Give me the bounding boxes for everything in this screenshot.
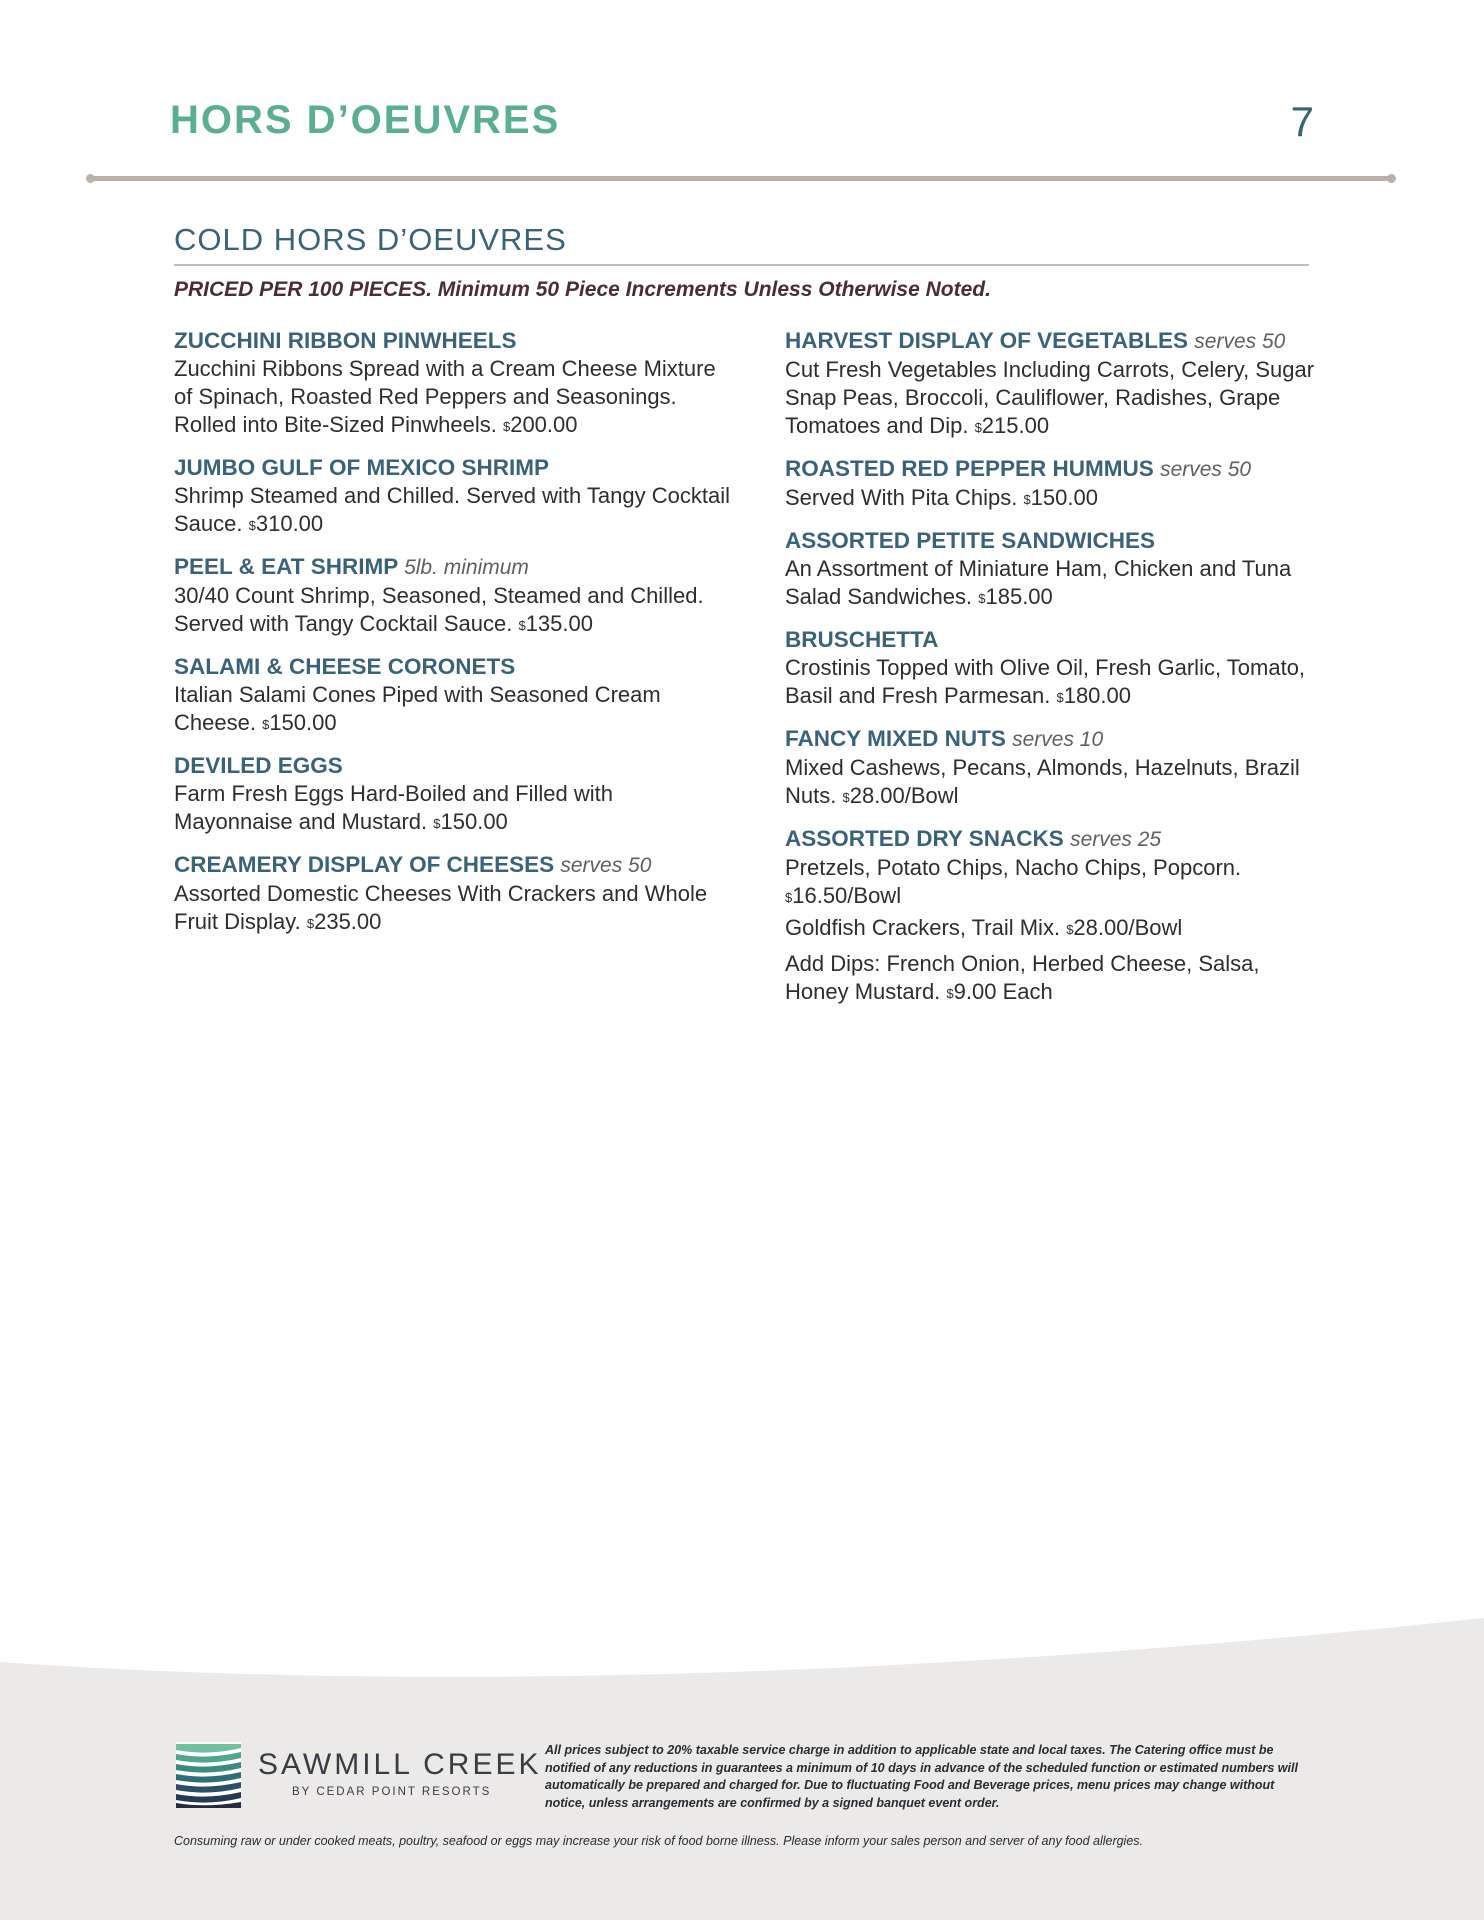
item-description: Served With Pita Chips. $150.00 [785, 485, 1098, 510]
item-price: $180.00 [1056, 683, 1131, 708]
menu-item [785, 724, 1325, 810]
item-description: Assorted Domestic Cheeses With Crackers and Whole Fruit Display. $235.00 [174, 881, 708, 934]
item-description: Crostinis Topped with Olive Oil, Fresh Garlic, Tomato, Basil and Fresh Parmesan. $180.00 [785, 655, 1306, 708]
item-name: CREAMERY DISPLAY OF CHEESES serves 50 [174, 852, 652, 877]
page-title: HORS D’OEUVRES [170, 98, 561, 142]
item-price: $215.00 [974, 413, 1050, 438]
header-divider [90, 176, 1392, 181]
item-serves-note: serves 50 [560, 854, 652, 877]
item-name: DEVILED EGGS [174, 753, 343, 778]
item-description: An Assortment of Miniature Ham, Chicken and Tuna Salad Sandwiches. $185.00 [785, 556, 1292, 609]
menu-item [174, 552, 734, 638]
item-name: ROASTED RED PEPPER HUMMUS serves 50 [785, 456, 1252, 481]
menu-item [174, 850, 734, 936]
item-price: $16.50/Bowl [785, 883, 902, 908]
allergy-note: Consuming raw or under cooked meats, poultry, seafood or eggs may increase your risk of food borne illness. Please inform your sales person and server of any food allergies. [174, 1834, 1144, 1848]
extra-line: Goldfish Crackers, Trail Mix. $28.00/Bowl [785, 915, 1183, 940]
item-price: $150.00 [433, 809, 508, 834]
item-serves-note: serves 50 [1160, 458, 1252, 481]
menu-item [174, 652, 734, 737]
right-menu-column [785, 326, 1325, 1014]
item-price: $235.00 [306, 909, 382, 934]
item-price: $185.00 [978, 584, 1053, 609]
brand-subtitle: BY CEDAR POINT RESORTS [292, 1786, 492, 1798]
menu-item [174, 751, 734, 836]
item-price: $9.00 Each [946, 979, 1053, 1004]
menu-item [174, 326, 734, 439]
item-name: ZUCCHINI RIBBON PINWHEELS [174, 328, 517, 353]
section-divider [174, 264, 1309, 266]
item-price: $135.00 [518, 611, 593, 636]
item-name: SALAMI & CHEESE CORONETS [174, 654, 516, 679]
item-description: Cut Fresh Vegetables Including Carrots, Celery, Sugar Snap Peas, Broccoli, Cauliflower, Radishes, Grape Tomatoes and Dip. $215.00 [785, 357, 1315, 438]
item-serves-note: serves 50 [1194, 330, 1286, 353]
sawmill-creek-logo-icon [176, 1742, 241, 1808]
item-price: $200.00 [502, 412, 578, 437]
menu-item [785, 454, 1325, 512]
service-charge-note: All prices subject to 20% taxable service charge in addition to applicable state and local taxes. The Catering office must be notified of any reductions in guarantees a minimum of 10 days in advance of the scheduled function or estimated numbers will automatically be prepared and charged for. Due to fluctuating Food and Beverage prices, menu prices may change without notice, unless arrangements are confirmed by a signed banquet event order. [545, 1743, 1298, 1810]
brand-name: SAWMILL CREEK [258, 1748, 542, 1781]
item-serves-note: 5lb. minimum [404, 556, 529, 579]
item-price: $310.00 [248, 511, 324, 536]
item-name: PEEL & EAT SHRIMP 5lb. minimum [174, 554, 529, 579]
extra-line: Add Dips: French Onion, Herbed Cheese, Salsa, Honey Mustard. $9.00 Each [785, 951, 1260, 1004]
item-name: ASSORTED DRY SNACKS serves 25 [785, 826, 1162, 851]
menu-item [785, 326, 1325, 440]
item-name: ASSORTED PETITE SANDWICHES [785, 528, 1156, 553]
item-price: $150.00 [262, 710, 337, 735]
pricing-note: PRICED PER 100 PIECES. Minimum 50 Piece Increments Unless Otherwise Noted. [174, 278, 991, 301]
menu-item [174, 453, 734, 538]
item-serves-note: serves 10 [1012, 728, 1104, 751]
item-description: Italian Salami Cones Piped with Seasoned Cream Cheese. $150.00 [174, 682, 661, 735]
item-price: $28.00/Bowl [842, 783, 959, 808]
item-price: $28.00/Bowl [1066, 915, 1183, 940]
item-serves-note: serves 25 [1070, 828, 1162, 851]
section-title: COLD HORS D’OEUVRES [174, 222, 567, 257]
item-name: BRUSCHETTA [785, 627, 939, 652]
menu-item [785, 625, 1325, 710]
left-menu-column [174, 326, 734, 950]
item-price: $150.00 [1023, 485, 1098, 510]
item-name: FANCY MIXED NUTS serves 10 [785, 726, 1104, 751]
item-description: Zucchini Ribbons Spread with a Cream Cheese Mixture of Spinach, Roasted Red Peppers and Seasonings. Rolled into Bite-Sized Pinwheels. $200.00 [174, 356, 716, 437]
item-name: JUMBO GULF OF MEXICO SHRIMP [174, 455, 550, 480]
item-description: Pretzels, Potato Chips, Nacho Chips, Popcorn. $16.50/Bowl [785, 855, 1242, 908]
item-description: 30/40 Count Shrimp, Seasoned, Steamed and Chilled. Served with Tangy Cocktail Sauce. $135.00 [174, 583, 704, 636]
menu-item [785, 824, 1325, 910]
item-description: Farm Fresh Eggs Hard-Boiled and Filled with Mayonnaise and Mustard. $150.00 [174, 781, 613, 834]
menu-item [785, 526, 1325, 611]
item-description: Mixed Cashews, Pecans, Almonds, Hazelnuts, Brazil Nuts. $28.00/Bowl [785, 755, 1300, 808]
page-number: 7 [1290, 98, 1314, 145]
item-name: HARVEST DISPLAY OF VEGETABLES serves 50 [785, 328, 1286, 353]
item-description: Shrimp Steamed and Chilled. Served with Tangy Cocktail Sauce. $310.00 [174, 483, 730, 536]
